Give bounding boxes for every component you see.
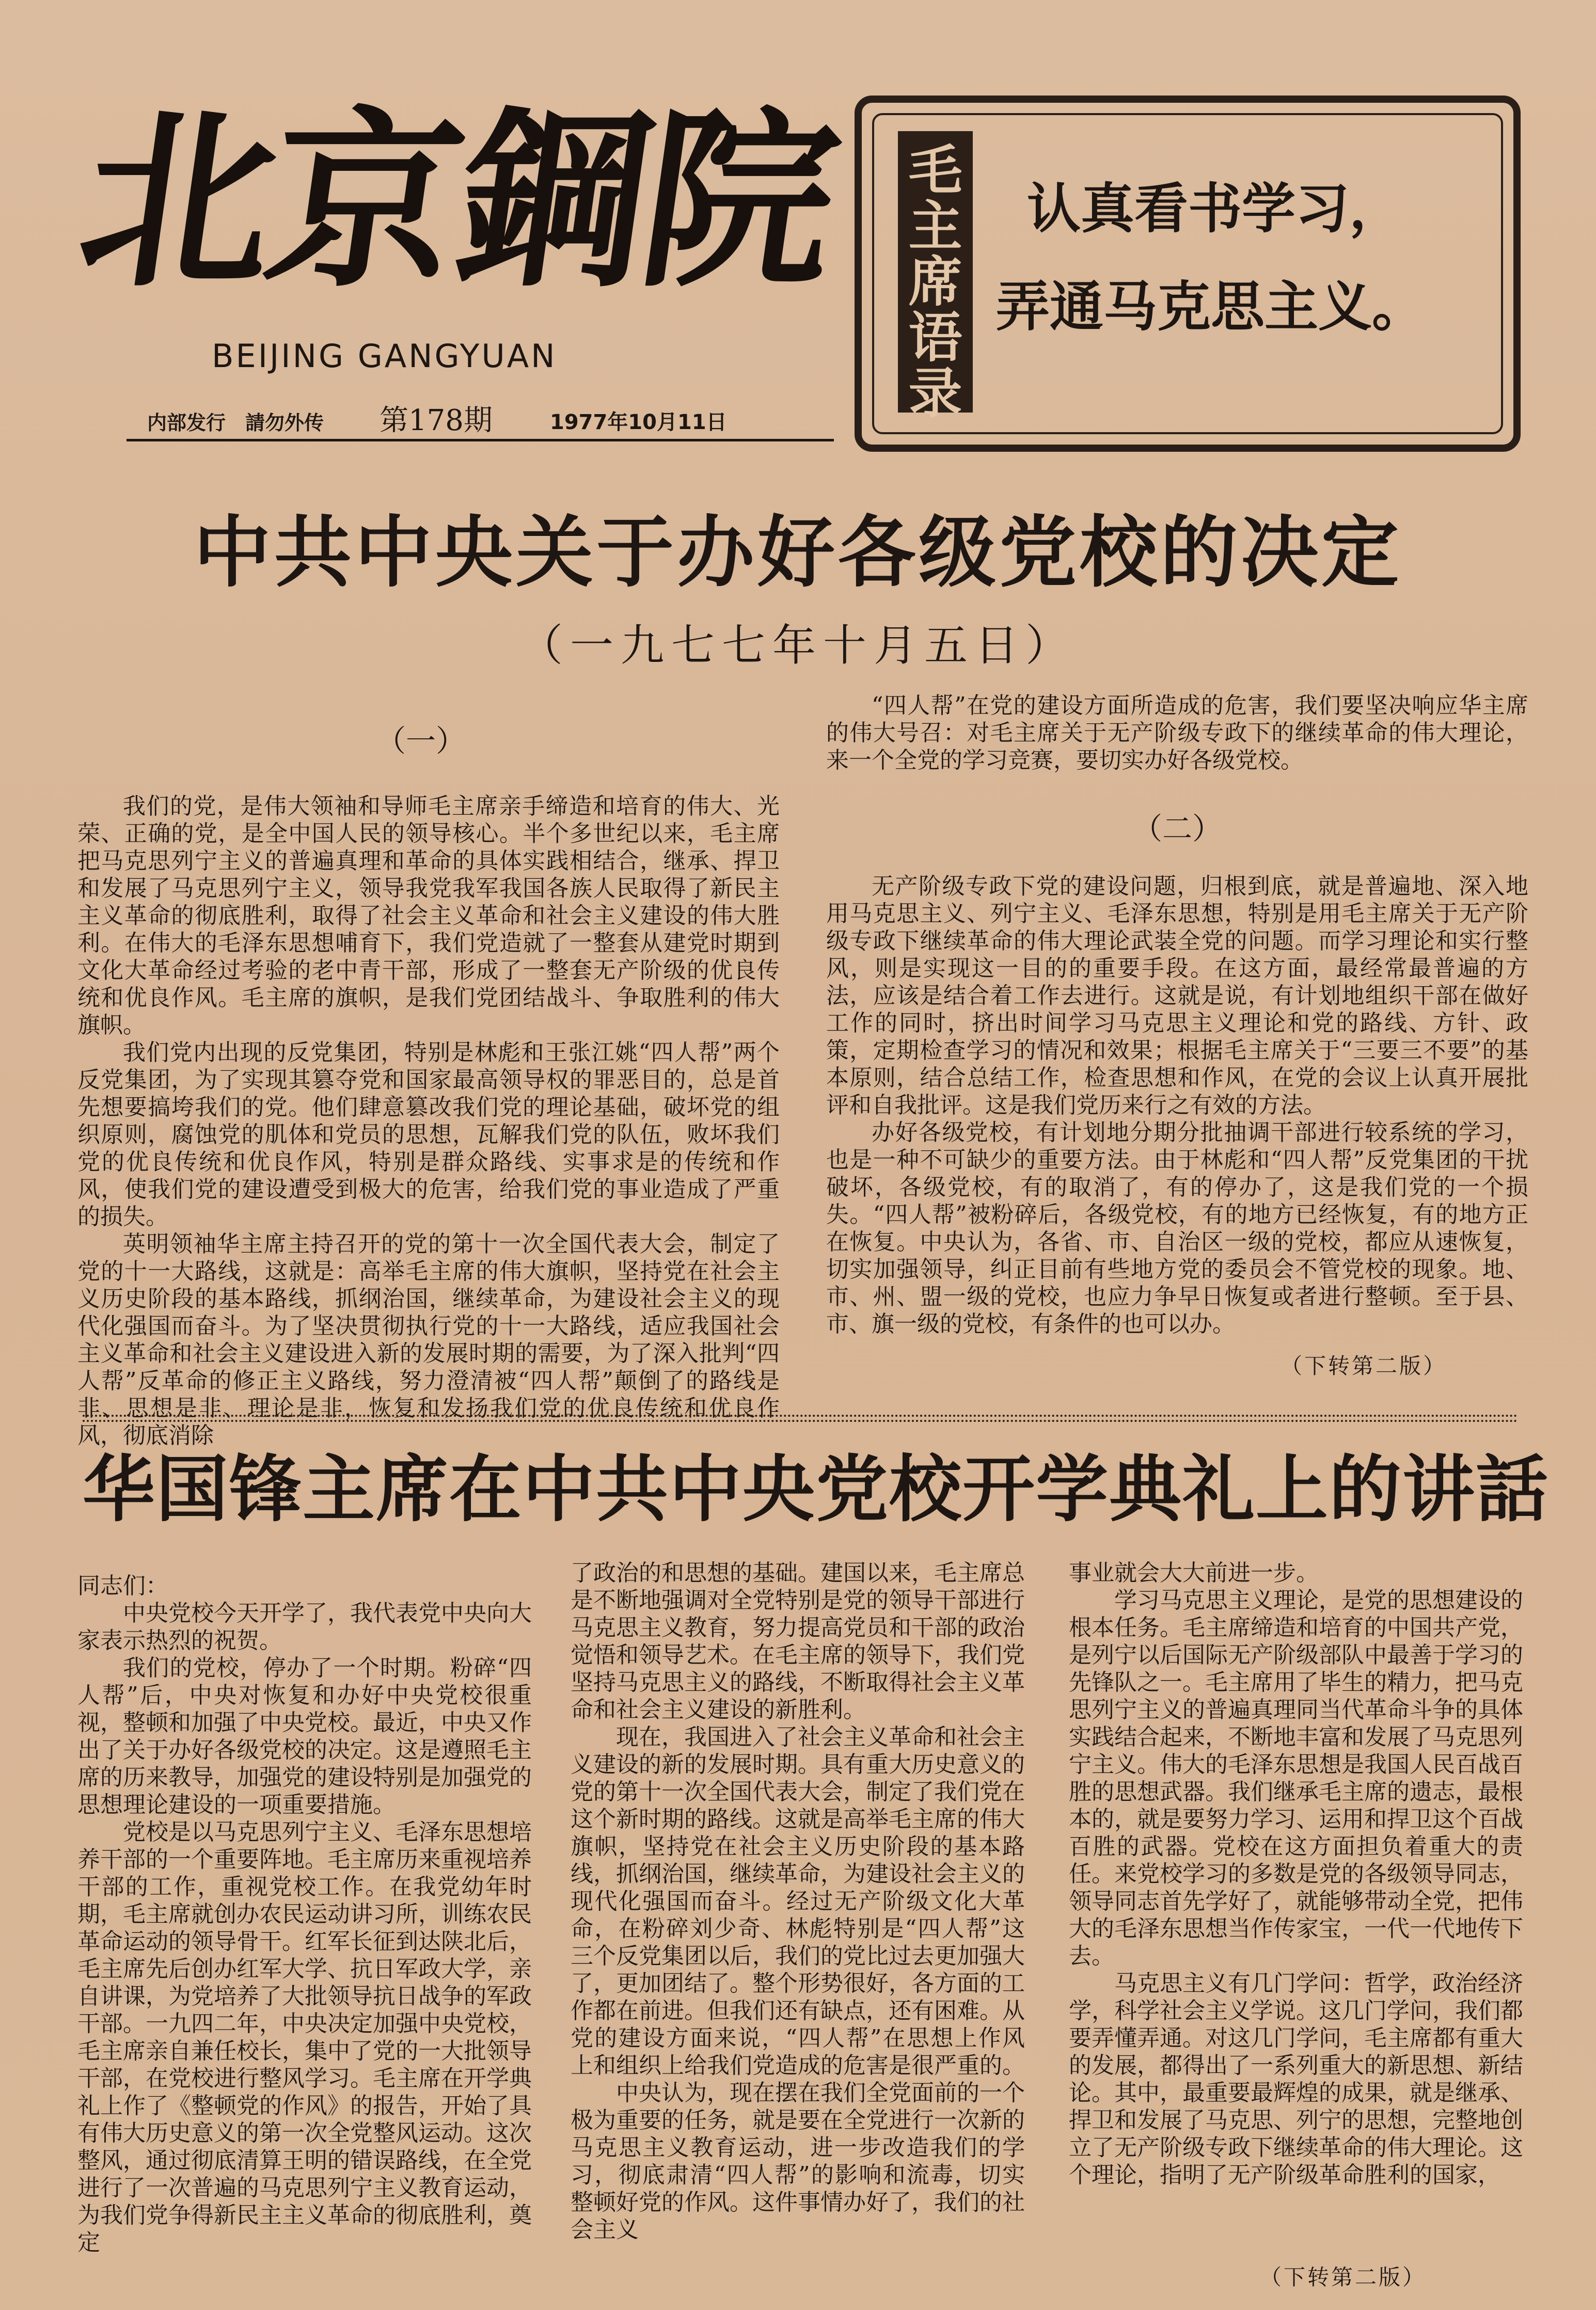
quotation-label-char: 主 <box>908 194 962 258</box>
paragraph: 学习马克思主义理论，是党的思想建设的根本任务。毛主席缔造和培育的中国共产党，是列宁以后国际无产阶级部队中最善于学习的先锋队之一。毛主席用了毕生的精力，把马克思列宁主义的普遍真理同当代革命斗争的具体实践结合起来，不断地丰富和发展了马克思列宁主义。伟大的毛泽东思想是我国人民百战百胜的思想武器。我们继承毛主席的遗志，最根本的，就是要努力学习、运用和捍卫这个百战百胜的武器。党校在这方面担负着重大的责任。来党校学习的多数是党的各级领导同志，领导同志首先学好了，就能够带动全党，把伟大的毛泽东思想当作传家宝，一代一代地传下去。 <box>1069 1587 1523 1969</box>
quotation-label-char: 语 <box>908 306 962 369</box>
salutation: 同志们： <box>77 1573 168 1599</box>
article2-column-3 <box>1069 1559 1523 2251</box>
quotation-label-char: 录 <box>908 361 962 425</box>
article2-continue-note: （下转第二版） <box>1260 2265 1427 2290</box>
masthead-meta-bar <box>127 398 834 441</box>
article1-headline: 中共中央关于办好各级党校的决定 <box>193 507 1402 598</box>
quotation-text <box>996 160 1502 356</box>
article1-date-subhead: （一九七七年十月五日） <box>519 620 1076 671</box>
masthead-title: 北京鋼院 <box>67 89 847 313</box>
paragraph: 我们党内出现的反党集团，特别是林彪和王张江姚“四人帮”两个反党集团，为了实现其篡夺党和国家最高领导权的罪恶目的，总是首先想要搞垮我们的党。他们肆意篡改我们党的理论基础，破坏党的组织原则，腐蚀党的肌体和党员的思想，瓦解我们党的队伍，败坏我们党的优良传统和优良作风，特别是群众路线、实事求是的传统和作风，使我们党的建设遭受到极大的危害，给我们党的事业造成了严重的损失。 <box>77 1039 780 1230</box>
article1-section1-continuation: “四人帮”在党的建设方面所造成的危害，我们要坚决响应华主席的伟大号召：对毛主席关于无产阶级专政下的继续革命的伟大理论，来一个全党的学习竞赛，要切实办好各级党校。 <box>826 692 1528 773</box>
quotation-label-char: 毛 <box>908 138 962 202</box>
article2-column-2 <box>571 1559 1025 2292</box>
paragraph: 中央党校今天开学了，我代表党中央向大家表示热烈的祝贺。 <box>77 1600 532 1654</box>
paragraph: 党校是以马克思列宁主义、毛泽东思想培养干部的一个重要阵地。毛主席历来重视培养干部的工作，重视党校工作。在我党幼年时期，毛主席就创办农民运动讲习所，训练农民革命运动的领导骨干。红军长征到达陕北后，毛主席先后创办红军大学、抗日军政大学，亲自讲课，为党培养了大批领导抗日战争的军政干部。一九四二年，中央决定加强中央党校，毛主席亲自兼任校长，集中了党的一大批领导干部，在党校进行整风学习。毛主席在开学典礼上作了《整顿党的作风》的报告，开始了具有伟大历史意义的第一次全党整风运动。这次整风，通过彻底清算王明的错误路线，在全党进行了一次普遍的马克思列宁主义教育运动，为我们党争得新民主主义革命的彻底胜利，奠定 <box>77 1819 532 2256</box>
issue-number: 第178期 <box>380 404 493 437</box>
paragraph: 马克思主义有几门学问：哲学，政治经济学，科学社会主义学说。这几门学问，我们都要弄懂弄通。对这几门学问，毛主席都有重大的发展，都得出了一系列重大的新思想、新结论。其中，最重要最辉煌的成果，就是继承、捍卫和发展了马克思、列宁的思想，完整地创立了无产阶级专政下继续革命的伟大理论。这个理论，指明了无产阶级革命胜利的国家， <box>1069 1970 1523 2188</box>
paragraph: 现在，我国进入了社会主义革命和社会主义建设的新的发展时期。具有重大历史意义的党的第十一次全国代表大会，制定了我们党在这个新时期的路线。这就是高举毛主席的伟大旗帜，坚持党在社会主义历史阶段的基本路线，抓纲治国，继续革命，为建设社会主义的现代化强国而奋斗。经过无产阶级文化大革命，在粉碎刘少奇、林彪特别是“四人帮”这三个反党集团以后，我们的党比过去更加强大了，更加团结了。整个形势很好，各方面的工作都在前进。但我们还有缺点，还有困难。从党的建设方面来说，“四人帮”在思想上作风上和组织上给我们党造成的危害是很严重的。 <box>571 1724 1025 2079</box>
quotation-line: 认真看书学习， <box>1027 177 1403 240</box>
issue-date: 1977年10月11日 <box>550 410 727 434</box>
quotation-label <box>898 131 973 425</box>
article1-continue-note: （下转第二版） <box>1281 1353 1447 1379</box>
paragraph: 我们的党校，停办了一个时期。粉碎“四人帮”后，中央对恢复和办好中央党校很重视，整顿和加强了中央党校。最近，中央又作出了关于办好各级党校的决定。这是遵照毛主席的历来教导，加强党的建设特别是加强党的思想理论建设的一项重要措施。 <box>77 1655 532 1818</box>
section-divider <box>83 1415 1518 1422</box>
article2-headline: 华国锋主席在中共中央党校开学典礼上的讲話 <box>83 1447 1550 1532</box>
article1-section1-body <box>77 793 780 1449</box>
masthead-pinyin: BEIJING GANGYUAN <box>212 337 557 375</box>
distribution-notice: 内部发行 請勿外传 <box>147 412 324 434</box>
article1-section1-heading: （一） <box>375 723 466 758</box>
quotation-box <box>855 96 1521 452</box>
paragraph-continuation: 了政治的和思想的基础。建国以来，毛主席总是不断地强调对全党特别是党的领导干部进行马克思主义教育，努力提高党员和干部的政治觉悟和领导艺术。在毛主席的领导下，我们党坚持马克思主义的路线，不断取得社会主义革命和社会主义建设的新胜利。 <box>571 1560 1025 1723</box>
paragraph: 无产阶级专政下党的建设问题，归根到底，就是普遍地、深入地用马克思主义、列宁主义、毛泽东思想，特别是用毛主席关于无产阶级专政下继续革命的伟大理论武装全党的问题。而学习理论和实行整风，则是实现这一目的的重要手段。在这方面，最经常最普遍的方法，应该是结合着工作去进行。这就是说，有计划地组织干部在做好工作的同时，挤出时间学习马克思主义理论和党的路线、方针、政策，定期检查学习的情况和效果；根据毛主席关于“三要三不要”的基本原则，结合总结工作，检查思想和作风，在党的会议上认真开展批评和自我批评。这是我们党历来行之有效的方法。 <box>826 873 1528 1118</box>
quotation-label-char: 席 <box>908 250 962 313</box>
quotation-line: 弄通马克思主义。 <box>996 275 1426 338</box>
paragraph: 中央认为，现在摆在我们全党面前的一个极为重要的任务，就是要在全党进行一次新的马克思主义教育运动，进一步改造我们的学习，彻底肃清“四人帮”的影响和流毒，切实整顿好党的作风。这件事情办好了，我们的社会主义 <box>571 2080 1025 2243</box>
article2-column-1 <box>77 1572 532 2295</box>
paragraph: 英明领袖华主席主持召开的党的第十一次全国代表大会，制定了党的十一大路线，这就是：高举毛主席的伟大旗帜，坚持党在社会主义历史阶段的基本路线，抓纲治国，继续革命，为建设社会主义的现代化强国而奋斗。为了坚决贯彻执行党的十一大路线，适应我国社会主义革命和社会主义建设进入新的发展时期的需要，为了深入批判“四人帮”反革命的修正主义路线，努力澄清被“四人帮”颠倒了的路线是非、思想是非、理论是非，恢复和发扬我们党的优良传统和优良作风，彻底消除 <box>77 1231 780 1449</box>
paragraph: 我们的党，是伟大领袖和导师毛主席亲手缔造和培育的伟大、光荣、正确的党，是全中国人民的领导核心。半个多世纪以来，毛主席把马克思列宁主义的普遍真理和革命的具体实践相结合，继承、捍卫和发展了马克思列宁主义，领导我党我军我国各族人民取得了新民主主义革命的彻底胜利，取得了社会主义革命和社会主义建设的伟大胜利。在伟大的毛泽东思想哺育下，我们党造就了一整套从建党时期到文化大革命经过考验的老中青干部，形成了一整套无产阶级的优良传统和优良作风。毛主席的旗帜，是我们党团结战斗、争取胜利的伟大旗帜。 <box>77 793 780 1038</box>
paragraph: 办好各级党校，有计划地分期分批抽调干部进行较系统的学习，也是一种不可缺少的重要方法。由于林彪和“四人帮”反党集团的干扰破坏，各级党校，有的取消了，有的停办了，这是我们党的一个损失。“四人帮”被粉碎后，各级党校，有的地方已经恢复，有的地方正在恢复。中央认为，各省、市、自治区一级的党校，都应从速恢复，切实加强领导，纠正目前有些地方党的委员会不管党校的现象。地、市、州、盟一级的党校，也应力争早日恢复或者进行整顿。至于县、市、旗一级的党校，有条件的也可以办。 <box>826 1119 1528 1337</box>
article1-section2-body <box>826 873 1528 1363</box>
paragraph-continuation: 事业就会大大前进一步。 <box>1069 1560 1319 1586</box>
article1-section2-heading: （二） <box>1132 811 1222 846</box>
